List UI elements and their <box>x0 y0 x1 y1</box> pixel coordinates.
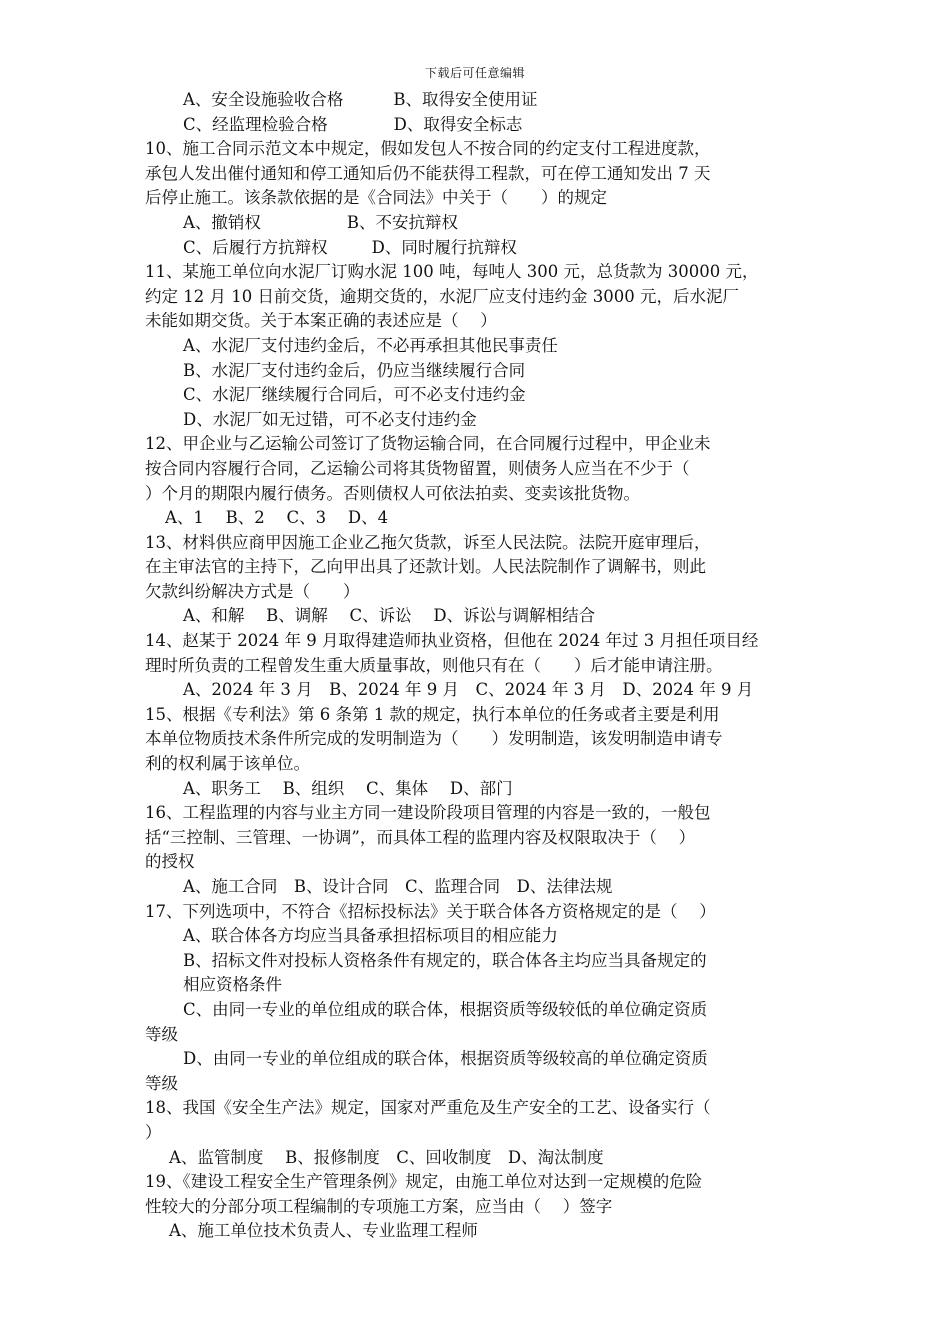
question-text: 19、《建设工程安全生产管理条例》规定，由施工单位对达到一定规模的危险 <box>145 1172 703 1192</box>
question-text: 承包人发出催付通知和停工通知后仍不能获得工程款，可在停工通知发出 7 天 <box>145 163 711 183</box>
option-row <box>145 113 815 138</box>
option-c-continued: 等级 <box>145 1024 178 1044</box>
question-text: 12、甲企业与乙运输公司签订了货物运输合同，在合同履行过程中，甲企业未 <box>145 434 711 454</box>
option-row <box>145 88 815 113</box>
option-row <box>145 236 815 261</box>
question-text: 理时所负责的工程曾发生重大质量事故，则他只有在（ ）后才能申请注册。 <box>145 655 723 675</box>
option-c: C、由同一专业的单位组成的联合体，根据资质等级较低的单位确定资质 <box>183 999 708 1019</box>
option-a: A、联合体各方均应当具备承担招标项目的相应能力 <box>183 926 558 946</box>
option-row: A、监管制度 B、报修制度 C、回收制度 D、淘汰制度 <box>169 1147 604 1167</box>
question-text: 16、工程监理的内容与业主方同一建设阶段项目管理的内容是一致的，一般包 <box>145 803 711 823</box>
question-text: 17、下列选项中，不符合《招标投标法》关于联合体各方资格规定的是（ ） <box>145 901 716 921</box>
question-text: 未能如期交货。关于本案正确的表述应是（ ） <box>145 311 497 331</box>
question-list <box>145 88 815 1244</box>
question-text: 括“三控制、三管理、一协调”，而具体工程的监理内容及权限取决于（ ） <box>145 827 696 847</box>
option-c: C、后履行方抗辩权 <box>183 237 328 257</box>
option-d: D、由同一专业的单位组成的联合体，根据资质等级较高的单位确定资质 <box>183 1049 708 1069</box>
question-text: 14、赵某于 2024 年 9 月取得建造师执业资格，但他在 2024 年过 3 月担任项目经 <box>145 631 759 651</box>
question-text: 11、某施工单位向水泥厂订购水泥 100 吨，每吨人 300 元，总货款为 30000 元， <box>145 262 759 282</box>
page-header: 下载后可任意编辑 <box>424 66 525 80</box>
option-row: A、2024 年 3 月 B、2024 年 9 月 C、2024 年 3 月 D、2024 年 9 月 <box>183 680 754 700</box>
question-text: 利的权利属于该单位。 <box>145 754 310 774</box>
option-a: A、水泥厂支付违约金后，不必再承担其他民事责任 <box>183 335 558 355</box>
option-row: A、职务工 B、组织 C、集体 D、部门 <box>183 778 513 798</box>
question-text: 按合同内容履行合同，乙运输公司将其货物留置，则债务人应当在不少于（ <box>145 458 690 478</box>
option-d-continued: 等级 <box>145 1073 178 1093</box>
option-b: B、水泥厂支付违约金后，仍应当继续履行合同 <box>183 360 526 380</box>
question-text: 18、我国《安全生产法》规定，国家对严重危及生产安全的工艺、设备实行（ <box>145 1098 711 1118</box>
question-text: 后停止施工。该条款依据的是《合同法》中关于（ ）的规定 <box>145 188 607 208</box>
option-c: C、经监理检验合格 <box>183 114 328 134</box>
question-text: 约定 12 月 10 日前交货，逾期交货的，水泥厂应支付违约金 3000 元，后水泥厂 <box>145 286 739 306</box>
option-row: A、和解 B、调解 C、诉讼 D、诉讼与调解相结合 <box>183 606 596 626</box>
question-text: 性较大的分部分项工程编制的专项施工方案，应当由（ ）签字 <box>145 1196 613 1216</box>
question-text: 10、施工合同示范文本中规定，假如发包人不按合同的约定支付工程进度款， <box>145 139 711 159</box>
question-text: 在主审法官的主持下，乙向甲出具了还款计划。人民法院制作了调解书，则此 <box>145 557 706 577</box>
option-d: D、水泥厂如无过错，可不必支付违约金 <box>183 409 477 429</box>
question-text: 欠款纠纷解决方式是（ ） <box>145 581 360 601</box>
option-a: A、施工单位技术负责人、专业监理工程师 <box>169 1221 478 1241</box>
option-row: A、施工合同 B、设计合同 C、监理合同 D、法律法规 <box>183 877 613 896</box>
option-row: A、1 B、2 C、3 D、4 <box>165 508 389 528</box>
option-b: B、不安抗辩权 <box>346 212 459 232</box>
option-c: C、水泥厂继续履行合同后，可不必支付违约金 <box>183 385 526 405</box>
question-text: 的授权 <box>145 852 195 872</box>
question-text: ）个月的期限内履行债务。否则债权人可依法拍卖、变卖该批货物。 <box>145 483 640 503</box>
option-b: B、取得安全使用证 <box>393 90 538 109</box>
question-text: 13、材料供应商甲因施工企业乙拖欠货款，诉至人民法院。法院开庭审理后， <box>145 532 711 552</box>
question-text: 本单位物质技术条件所完成的发明制造为（ ）发明制造，该发明制造申请专 <box>145 729 723 749</box>
question-text: 15、根据《专利法》第 6 条第 1 款的规定，执行本单位的任务或者主要是利用 <box>145 704 720 724</box>
option-a: A、安全设施验收合格 <box>183 90 344 109</box>
option-d: D、取得安全标志 <box>393 114 523 134</box>
option-d: D、同时履行抗辩权 <box>371 237 517 257</box>
option-b-continued: 相应资格条件 <box>183 975 282 995</box>
option-row <box>145 211 815 236</box>
option-a: A、撤销权 <box>183 212 261 232</box>
option-b: B、招标文件对投标人资格条件有规定的，联合体各主均应当具备规定的 <box>183 950 707 970</box>
question-text: ） <box>145 1122 162 1142</box>
